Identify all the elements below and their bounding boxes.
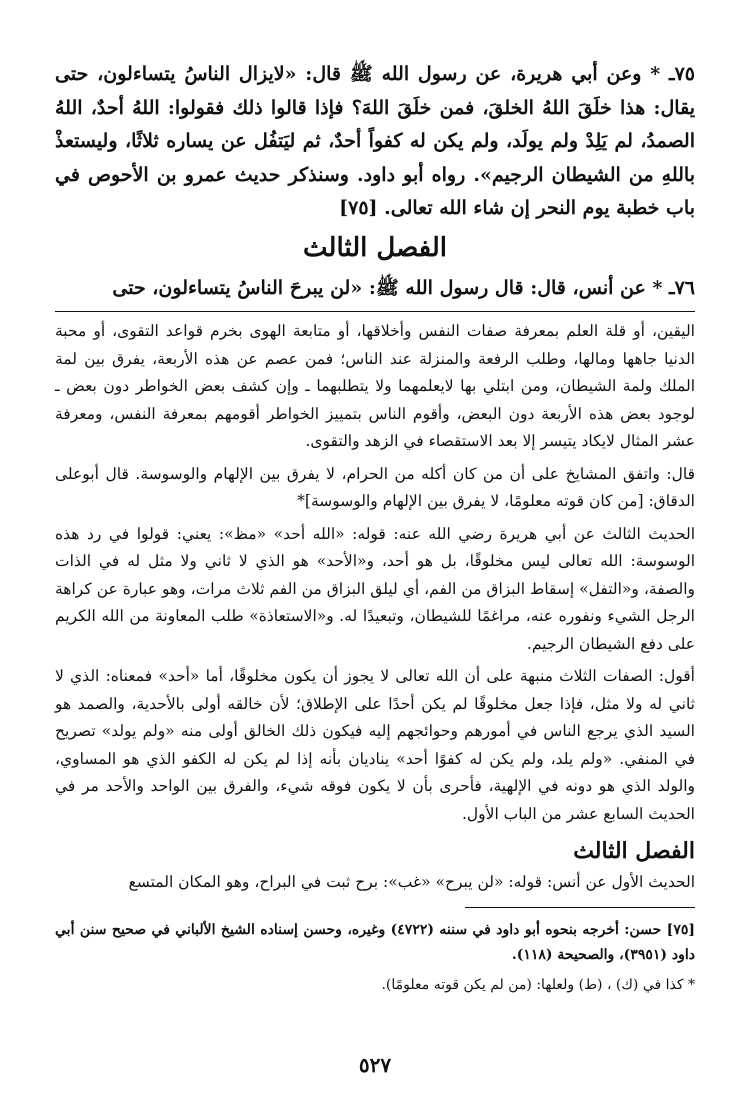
commentary-last-line: الحديث الأول عن أنس: قوله: «لن يبرح» «غب»: برح ثبت في البراح، وهو المكان المتسع: [128, 873, 695, 891]
footnote-note: * كذا في (ك) ، (ط) ولعلها: (من لم يكن قوته معلومًا).: [381, 976, 695, 993]
hadith-75-paragraph: ٧٥ـ * وعن أبي هريرة، عن رسول الله ﷺ قال: «لايزال الناسُ يتساءلون، حتى يقال: هذا خلَقَ اللهُ الخلقَ، فمن خلَقَ اللهَ؟ فإذا قالوا ذلك فقولوا: اللهُ أحدٌ، اللهُ الصمدُ، لم يَلِدْ ولم يولَد، ولم يكن له كفواً أحدٌ، ثم ليَتفُل عن يساره ثلاثًا، وليستعذْ باللهِ من الشيطان الرجيم». رواه أبو داود. وسنذكر حديث عمرو بن الأحوص في باب خطبة يوم النحر إن شاء الله تعالى. [٧٥]: [55, 63, 695, 219]
page-number: ٥٢٧: [358, 1053, 392, 1077]
commentary: [55, 318, 695, 897]
commentary-paragraph: أقول: الصفات الثلاث منبهة على أن الله تعالى لا يجوز أن يكون مخلوقًا، أما «أحد» فمعناه: الذي لا ثاني له ولا مثل، فإذا جعل مخلوقًا لم يكن أحدًا على الإطلاق؛ لأن خالقه أولى بالأحدية، والصمد هو السيد الذي يرجع الناس في أمورهم وحوائجهم إليه فيكون ذلك الخالق أولى منه «ولم يولد» تصريح في المنفي. «ولم يلد، ولم يكن له كفوًا أحد» ينادیان بأنه إذا لم يكن له الكفو الذي هو المساوي، والولد الذي هو دونه في الإلهية، فأحرى بأن لا يكون فوقه شيء، والفرق بين الواحد والأحد مر في الحديث السابع عشر من الباب الأول.: [55, 667, 695, 823]
footnote-source: [٧٥] حسن: أخرجه بنحوه أبو داود في سننه (٤٧٢٢) وغيره، وحسن إسناده الشيخ الألباني في صحيح سنن أبي داود (٣٩٥١)، والصحيحة (١١٨).: [55, 921, 695, 963]
text-commentary-divider: [55, 311, 695, 312]
commentary-paragraph: الحديث الثالث عن أبي هريرة رضي الله عنه: قوله: «الله أحد» «مظ»: يعني: قولوا في رد هذه الوسوسة: الله تعالى ليس مخلوقًا، بل هو أحد، و«الأحد» هو الذي لا ثاني ولا مثل له في الذات والصفة، و«التفل» إسقاط البزاق من الفم، أي ليلق البزاق من الفم ثلاث مرات، وهو عبارة عن كراهة الرجل الشيء ونفوره عنه، مراغمًا للشيطان، وتبعيدًا له. و«الاستعاذة» طلب المعاونة من الله الكريم على دفع الشيطان الرجيم.: [55, 524, 695, 653]
section-heading-third-chapter: الفصل الثالث: [303, 232, 447, 263]
hadith-76-first-line: ٧٦ـ * عن أنس، قال: قال رسول الله ﷺ: «لن يبرحَ الناسُ يتساءلون، حتى: [112, 276, 695, 299]
commentary-paragraph: اليقين، أو قلة العلم بمعرفة صفات النفس وأخلاقها، أو متابعة الهوى بخرم قواعد التقوى، أو محبة الدنيا جاهها ومالها، وطلب الرفعة والمنزلة عند الناس؛ فمن عصم عن هذه الأربعة، يفرق بين لمة الملك ولمة الشيطان، ومن ابتلي بها لايعلمهما ولا يتطلبهما ـ وإن كشف بعض الخواطر دون بعض ـ لوجود بعض هذه الأربعة دون البعض، وأقوم الناس بتمييز الخواطر أقومهم بمعرفة النفس، ومعرفة عشر المثال لايكاد يتيسر إلا بعد الاستقصاء في الزهد والتقوى.: [55, 322, 695, 450]
footnotes: [55, 918, 695, 998]
commentary-paragraph: قال: واتفق المشايخ على أن من كان أكله من الحرام، لا يفرق بين الإلهام والوسوسة. قال أبوعلى الدقاق: [من كان قوته معلومًا، لا يفرق بين الإلهام والوسوسة]*: [55, 464, 695, 510]
page: [55, 58, 695, 1003]
hadith-text: [55, 58, 695, 305]
footnote-divider: [465, 907, 695, 908]
commentary-section-heading: الفصل الثالث: [573, 838, 695, 864]
